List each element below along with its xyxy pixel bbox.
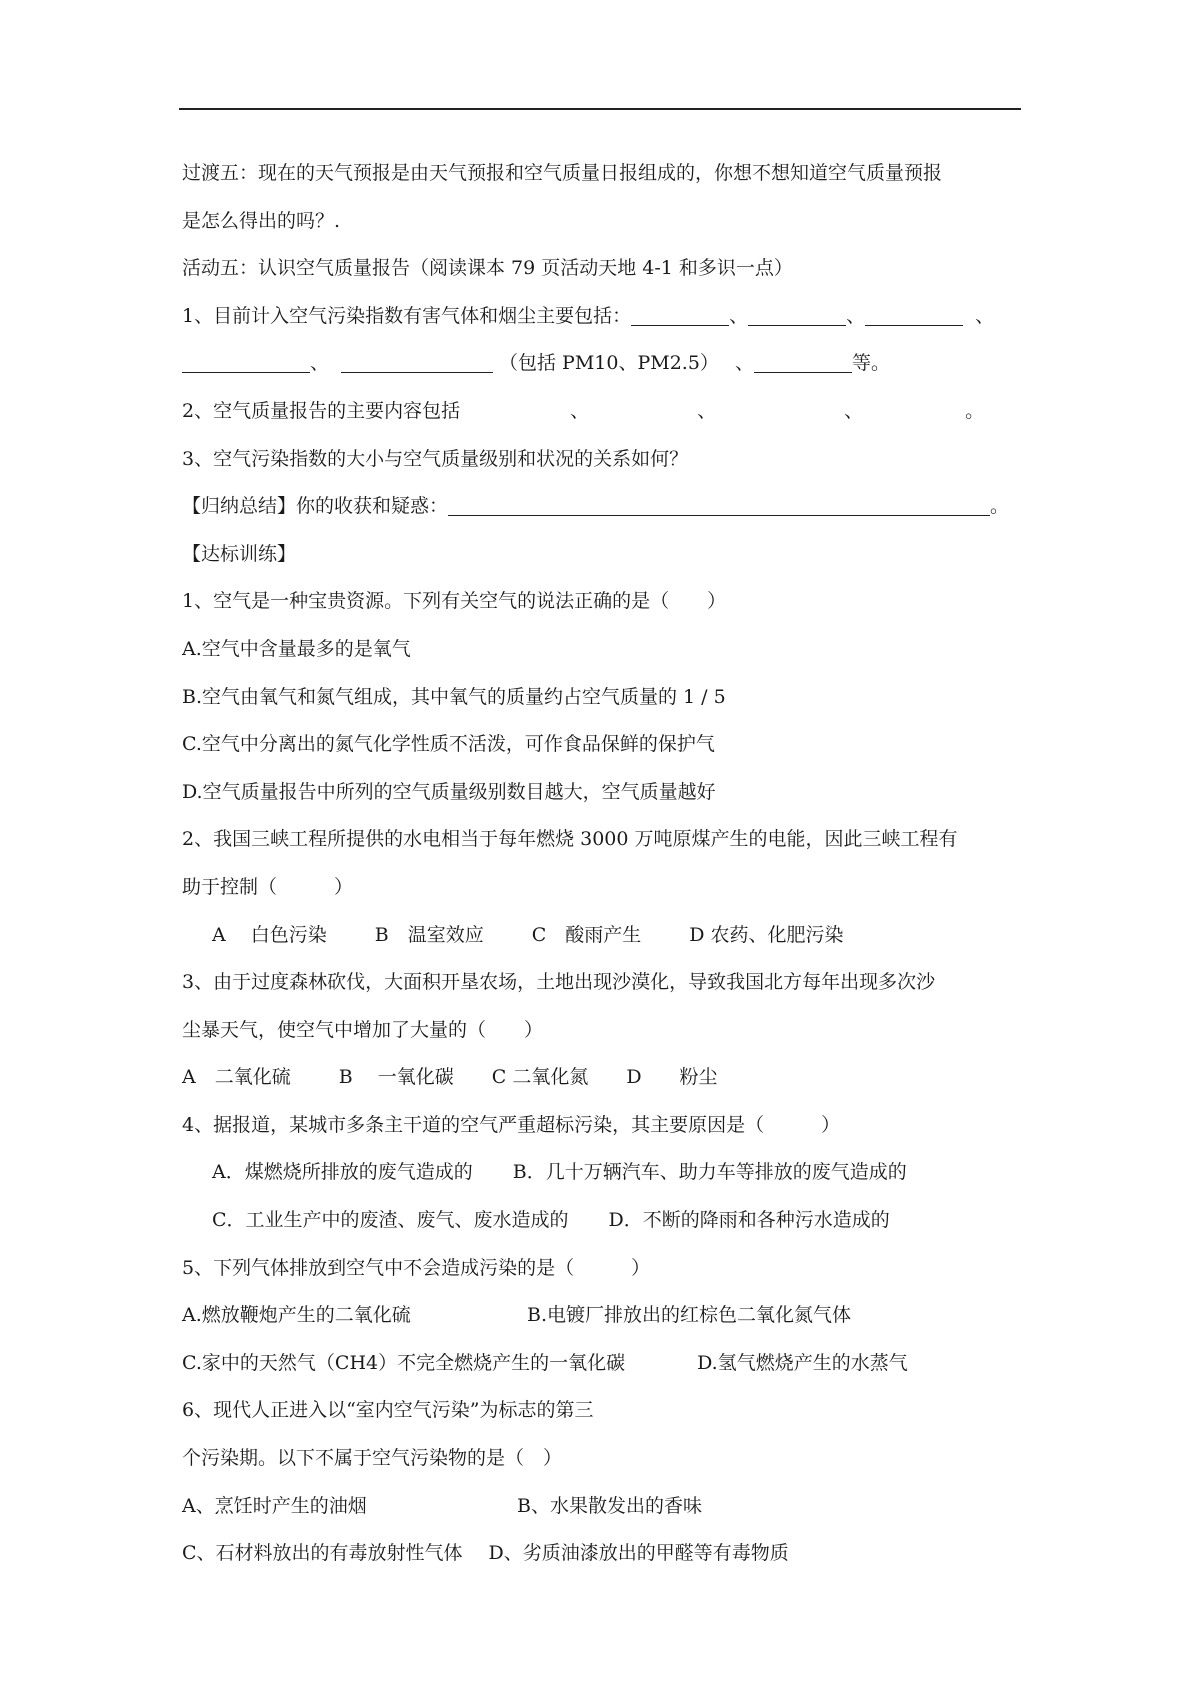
separator: 、 <box>844 399 864 422</box>
q4-options-row2 <box>182 1197 1022 1245</box>
q3-option-d: D 粉尘 <box>626 1066 718 1089</box>
q4-options-row1 <box>182 1149 1022 1197</box>
activity5-q1-line2 <box>182 340 1022 388</box>
q1-text: 1、目前计入空气污染指数有害气体和烟尘主要包括： <box>182 304 632 327</box>
separator: 、 <box>729 304 749 327</box>
q5-option-d: D.氢气燃烧产生的水蒸气 <box>697 1351 908 1374</box>
fill-blank[interactable] <box>631 303 729 326</box>
q3-option-a: A 二氧化硫 <box>182 1066 291 1089</box>
separator: 、 <box>734 352 754 375</box>
transition5-line1: 过渡五：现在的天气预报是由天气预报和空气质量日报组成的，你想不想知道空气质量预报 <box>182 162 943 184</box>
q2-option-c: C 酸雨产生 <box>531 923 642 946</box>
q1-option-c: C.空气中分离出的氮气化学性质不活泼，可作食品保鲜的保护气 <box>182 733 715 756</box>
q2-option-d: D 农药、化肥污染 <box>689 923 844 946</box>
activity5-q3: 3、空气污染指数的大小与空气质量级别和状况的关系如何？ <box>182 447 689 470</box>
q2-options <box>182 912 1022 960</box>
q5-options-row1 <box>182 1292 1022 1340</box>
q4-stem: 4、据报道，某城市多条主干道的空气严重超标污染，其主要原因是（ ） <box>182 1113 841 1136</box>
q3-stem-line2: 尘暴天气，使空气中增加了大量的（ ） <box>182 1018 544 1041</box>
practice-title: 【达标训练】 <box>182 542 297 565</box>
fill-blank[interactable] <box>341 350 493 373</box>
header-rule <box>179 108 1021 110</box>
separator: 、 <box>570 399 590 422</box>
q5-options-row2 <box>182 1340 1022 1388</box>
q3-options <box>182 1054 1022 1102</box>
q2-stem-line1: 2、我国三峡工程所提供的水电相当于每年燃烧 3000 万吨原煤产生的电能，因此三峡工程有 <box>182 828 958 851</box>
q3-stem-line1: 3、由于过度森林砍伐，大面积开垦农场，土地出现沙漠化，导致我国北方每年出现多次沙 <box>182 971 936 994</box>
worksheet-content <box>182 150 1022 1578</box>
q4-option-b: B．几十万辆汽车、助力车等排放的废气造成的 <box>512 1161 907 1184</box>
q5-option-c: C.家中的天然气（CH4）不完全燃烧产生的一氧化碳 <box>182 1351 626 1374</box>
q1-option-a: A.空气中含量最多的是氧气 <box>182 637 411 660</box>
q4-option-c: C．工业生产中的废渣、废气、废水造成的 <box>212 1209 569 1232</box>
summary-label: 【归纳总结】你的收获和疑惑： <box>182 495 449 518</box>
summary-end: 。 <box>990 495 1010 518</box>
activity5-q1-line1 <box>182 293 1022 341</box>
q6-options-row1 <box>182 1483 1022 1531</box>
q4-option-d: D．不断的降雨和各种污水造成的 <box>608 1209 890 1232</box>
q1-option-b: B.空气由氧气和氮气组成，其中氧气的质量约占空气质量的 1 / 5 <box>182 685 726 708</box>
q6-options-row2 <box>182 1530 1022 1578</box>
fill-blank[interactable] <box>182 350 310 373</box>
summary-line <box>182 483 1022 531</box>
q2-option-a: A 白色污染 <box>212 923 327 946</box>
summary-blank[interactable] <box>448 493 990 516</box>
q3-option-b: B 一氧化碳 <box>338 1066 454 1089</box>
fill-blank[interactable] <box>865 303 963 326</box>
q6-option-a: A、烹饪时产生的油烟 <box>182 1494 367 1517</box>
q5-option-a: A.燃放鞭炮产生的二氧化硫 <box>182 1304 411 1327</box>
q6-option-b: B、水果散发出的香味 <box>517 1494 702 1517</box>
fill-blank[interactable] <box>748 303 846 326</box>
q2-text: 2、空气质量报告的主要内容包括 <box>182 399 461 422</box>
q6-option-c: C、石材料放出的有毒放射性气体 <box>182 1542 463 1565</box>
q2-option-b: B 温室效应 <box>374 923 484 946</box>
q1-end: 等。 <box>851 352 890 375</box>
q6-option-d: D、劣质油漆放出的甲醛等有毒物质 <box>488 1542 789 1565</box>
q2-stem-line2: 助于控制（ ） <box>182 875 354 898</box>
q5-option-b: B.电镀厂排放出的红棕色二氧化氮气体 <box>527 1304 852 1327</box>
q6-stem-line2: 个污染期。以下不属于空气污染物的是（ ） <box>182 1447 563 1470</box>
q1-stem: 1、空气是一种宝贵资源。下列有关空气的说法正确的是（ ） <box>182 590 727 613</box>
q4-option-a: A．煤燃烧所排放的废气造成的 <box>212 1161 473 1184</box>
separator: 、 <box>846 304 866 327</box>
separator: 、 <box>697 399 717 422</box>
activity5-title: 活动五：认识空气质量报告（阅读课本 79 页活动天地 4-1 和多识一点） <box>182 257 793 280</box>
q2-end: 。 <box>965 399 985 422</box>
transition5-line2: 是怎么得出的吗？. <box>182 209 341 232</box>
activity5-q2 <box>182 388 1022 436</box>
fill-blank[interactable] <box>754 350 852 373</box>
separator: 、 <box>975 304 995 327</box>
separator: 、 <box>310 352 330 375</box>
q5-stem: 5、下列气体排放到空气中不会造成污染的是（ ） <box>182 1256 651 1279</box>
q6-stem-line1: 6、现代人正进入以“室内空气污染”为标志的第三 <box>182 1399 594 1422</box>
q1-option-d: D.空气质量报告中所列的空气质量级别数目越大，空气质量越好 <box>182 780 716 803</box>
q1-paren: （包括 PM10、PM2.5） <box>499 352 719 375</box>
q3-option-c: C 二氧化氮 <box>491 1066 589 1089</box>
